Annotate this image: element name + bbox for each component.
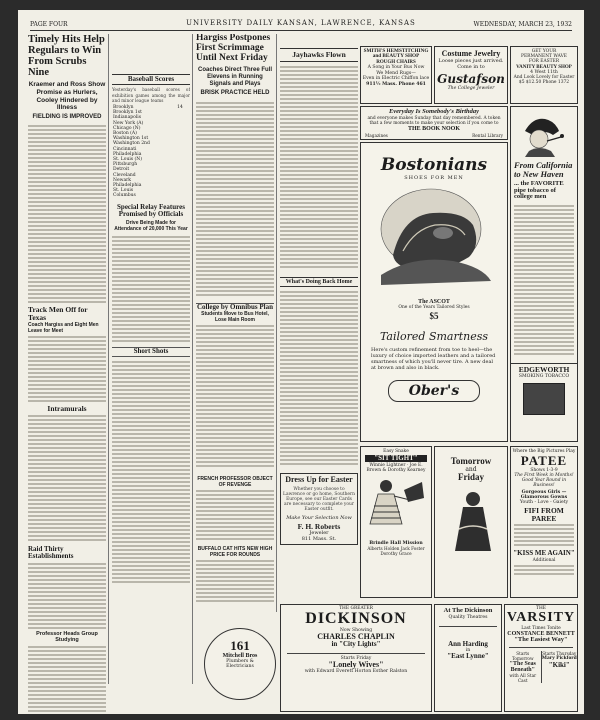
vanity-ad xyxy=(510,46,578,104)
bostonians-tagline: SHOES FOR MEN xyxy=(404,175,464,181)
edgeworth-brand: EDGEWORTH xyxy=(511,363,577,374)
baseball-cell-team: Pittsburgh xyxy=(113,162,138,168)
article-body xyxy=(196,488,274,543)
patee-days-ad xyxy=(434,446,508,598)
article-body xyxy=(28,123,106,303)
edgeworth-ad xyxy=(510,106,578,442)
newspaper-page xyxy=(18,10,584,714)
column-rule xyxy=(276,34,277,612)
jayhawks-title: Jayhawks Flown xyxy=(280,48,358,62)
baseball-cell-team: Detroit xyxy=(113,167,130,173)
varsity-sub: Last Times Tonite xyxy=(521,625,561,631)
model-price: $5 xyxy=(429,311,439,322)
sit-tight-top: Easy Snake xyxy=(383,449,409,454)
baseball-cell-team: Indianapolis xyxy=(113,115,142,121)
vanity-phone: Phone 1372 xyxy=(542,80,570,86)
sit-tight-cast: Winnie Lightner · Joe E. Brown & Dorothy Kearney xyxy=(366,463,426,474)
chaplin-name: CHARLES CHAPLIN xyxy=(317,631,395,641)
sit-tight-ad xyxy=(360,446,432,598)
patee-ad xyxy=(510,446,578,598)
vanity-address: 4 West 11th xyxy=(530,70,558,76)
baseball-table xyxy=(112,105,190,199)
column-rule xyxy=(108,34,109,684)
lonely-cast: with Edward Everett Horton Esther Ralston xyxy=(304,668,408,674)
kiki-block xyxy=(542,651,578,684)
patee-tag1: The First Week in Months! xyxy=(514,472,574,478)
additional-label: Additional xyxy=(532,557,556,563)
starts-friday: Starts Friday xyxy=(340,655,372,661)
friday-label: Friday xyxy=(458,472,484,483)
tomorrow-label: Tomorrow xyxy=(450,456,492,466)
book-nook-name: THE BOOK NOOK xyxy=(407,125,460,132)
baseball-cell-team: St. Louis (N) xyxy=(113,156,142,162)
mitchell-sub: Plumbers & Electricians xyxy=(226,658,254,669)
gustafson-logo: Gustafson xyxy=(437,72,505,87)
smiths-line1: A Song in Your Bus Now xyxy=(367,65,425,71)
baseball-cell-team: St. Louis xyxy=(113,188,134,194)
baseball-cell-team: Cincinnati xyxy=(113,146,137,152)
mitchell-name: Mitchell Bros xyxy=(222,652,258,659)
patee-title: PATEE xyxy=(520,453,568,468)
ann-harding: Ann Harding xyxy=(448,639,488,648)
mitchell-bros-ad xyxy=(204,628,276,700)
starts-tomorrow: Starts Tomorrow xyxy=(511,650,534,661)
roberts-ad xyxy=(280,473,358,545)
book-nook-right: Rental Library xyxy=(472,133,503,138)
model-name: The ASCOT xyxy=(418,299,450,305)
baseball-cell-team: Cleveland xyxy=(113,172,136,178)
phone-number: 161 xyxy=(230,638,250,653)
baseball-cell-team: Washington 1st xyxy=(113,136,149,142)
patee-desc: Gorgeous Girls — Glamorous Gowns xyxy=(520,489,568,500)
dickinson-ad xyxy=(280,604,432,712)
article-body xyxy=(28,334,106,402)
patee-top: Where the Big Pictures Play xyxy=(512,449,576,454)
article-body xyxy=(28,561,106,631)
vanity-intro: GET YOUR PERMANENT WAVE FOR EASTER xyxy=(521,49,567,64)
gustafson-ad xyxy=(434,46,508,104)
starts-thursday: Starts Thursday xyxy=(542,650,577,656)
vanity-price: $5 $12.50 xyxy=(518,80,542,86)
baseball-cell-team: Philadelphia xyxy=(113,183,142,188)
headline-college-omnibus: College by Omnibus Plan xyxy=(196,302,274,311)
baseball-cell-e xyxy=(187,193,190,198)
kiki-title: "Kiki" xyxy=(548,660,570,669)
obers-logo: Ober's xyxy=(388,380,480,402)
seas-beneath: "The Seas Beneath" xyxy=(509,660,536,674)
book-nook-left: Magazines xyxy=(365,133,388,138)
bostonians-body: Here's custom refinement from toe to heel—the luxury of choice imported leathers and a tailored smartness of which you'll never tire. A new deal at brown and also in black. xyxy=(371,346,496,372)
headline-hargiss: Hargiss Postpones First Scrimmage Until Next Friday xyxy=(196,34,271,63)
man-illustration xyxy=(515,111,573,157)
subhead-college: Students Move to Bus Hotel, Lose Main Room xyxy=(201,311,269,323)
edgeworth-tag: ... the FAVORITE pipe tobacco of college men xyxy=(514,179,564,201)
headline-french: FRENCH PROFESSOR OBJECT OF REVENGE xyxy=(197,476,273,488)
headline-buffalo: BUFFALO CAT HITS NEW HIGH PRICE FOR ROUNDS xyxy=(197,546,273,558)
dancer-illustration xyxy=(364,476,428,538)
lonely-wives: "Lonely Wives" xyxy=(328,659,384,669)
column-sports-left xyxy=(28,34,106,714)
edgeworth-brand-sub: SMOKING TOBACCO xyxy=(518,374,570,380)
dress-sub: Make Your Selection Now xyxy=(286,514,352,521)
dickinson-now: Now Showing xyxy=(339,627,373,633)
patee-shows: Shows 1-3-9 xyxy=(530,467,558,473)
baseball-title: Baseball Scores xyxy=(127,75,175,83)
dickinson-title: DICKINSON xyxy=(305,610,407,627)
brindle-name: Brindle Hall Mission xyxy=(369,541,423,547)
smiths-line2: We Mend Rugs— xyxy=(376,70,416,76)
seas-cast: with All Star Cast xyxy=(509,673,537,684)
baseball-row xyxy=(112,193,190,198)
patee-desc2: Youth - Love - Gaiety xyxy=(519,499,569,505)
headline-timely-hits: Timely Hits Help Regulars to Win From Scrubs Nine xyxy=(28,34,105,79)
baseball-cell-r: 14 xyxy=(177,104,183,110)
patee-body xyxy=(511,522,577,550)
roberts-name: F. H. Roberts xyxy=(297,521,341,531)
smiths-ad xyxy=(360,46,432,104)
column-baseball xyxy=(112,34,190,589)
dancer-names: Alberts Holden Jack Foster Dorothy Grace xyxy=(367,546,425,557)
baseball-cell-team: Brooklyn xyxy=(113,104,134,110)
roberts-address: 811 Mass. St. xyxy=(301,536,337,543)
subhead-fielding: FIELDING IS IMPROVED xyxy=(32,114,102,121)
whats-doing-title: What's Doing Back Home xyxy=(280,277,358,287)
chaplin-film: in "City Lights" xyxy=(331,640,381,649)
article-body xyxy=(196,323,274,473)
smiths-sub: ROUGH CHAIRS xyxy=(376,59,416,65)
column-football xyxy=(196,34,274,608)
fifi-title: FIFI FROM PAREE xyxy=(524,505,564,523)
shoe-illustration xyxy=(373,185,495,295)
article-body xyxy=(196,558,274,608)
bostonians-ad xyxy=(360,142,508,442)
smiths-address: 911½ Mass. Phone 461 xyxy=(366,81,426,87)
bostonians-logo: Bostonians xyxy=(380,155,488,175)
from-california: From California to New Haven xyxy=(514,160,573,179)
headline-intramurals: Intramurals xyxy=(47,404,87,414)
dickinson-mid-ad: At The Dickinson Quality Theatres Ann Harding in "East Lynne" xyxy=(434,604,502,712)
at-dickinson: At The Dickinson xyxy=(443,607,493,614)
kiss-me-again: "KISS ME AGAIN" xyxy=(513,549,575,558)
baseball-cell-team: Newark xyxy=(113,177,132,183)
dickinson-top: THE GREATER xyxy=(339,606,373,611)
smiths-title: SMITH'S HEMSTITCHING and BEAUTY SHOP xyxy=(363,48,429,60)
article-body xyxy=(28,644,106,714)
patee-tag2: Good Year Round in Business! xyxy=(521,477,567,488)
and-label: and xyxy=(465,466,477,474)
article-body xyxy=(196,100,274,300)
baseball-cell-team: New York (A) xyxy=(113,120,144,126)
model-sub: One of the Years Tailored Styles xyxy=(398,305,470,311)
dress-up-title: Dress Up for Easter xyxy=(285,475,353,485)
tailored-smartness: Tailored Smartness xyxy=(379,329,489,343)
baseball-cell-team: Chicago (N) xyxy=(113,125,141,131)
birthday-title: Everyday Is Somebody's Birthday xyxy=(388,108,480,115)
short-shots-title: Short Shots xyxy=(112,347,190,356)
column-rule xyxy=(192,34,193,684)
vanity-name: VANITY BEAUTY SHOP xyxy=(516,65,572,70)
subhead-special-relay: Drive Being Made for Attendance of 20,000 This Year xyxy=(114,220,188,233)
article-body xyxy=(112,234,190,344)
seas-block xyxy=(505,651,542,684)
sit-tight-title: "SIT TIGHT" xyxy=(365,455,427,462)
page-label: PAGE FOUR xyxy=(30,21,68,28)
varsity-title: VARSITY xyxy=(506,610,576,625)
subhead-professor: Professor Heads Group Studying xyxy=(36,630,98,644)
headline-raid: Raid Thirty Establishments xyxy=(28,545,74,561)
baseball-cell-team: Boston (A) xyxy=(113,130,137,136)
issue-date: WEDNESDAY, MARCH 23, 1932 xyxy=(473,21,572,28)
mary-pickford: Mary Pickford xyxy=(541,654,577,661)
subhead-track: Coach Hargiss and Eight Men Leave for Meet xyxy=(28,322,99,335)
birthday-body: and everyone makes Sunday that day remembered. A token that a few moments to make your selection if you come to xyxy=(367,115,501,126)
costume-title: Costume Jewelry xyxy=(441,49,501,58)
column-jayhawks xyxy=(280,34,358,545)
woman-illustration xyxy=(439,489,503,559)
baseball-cell-team: Philadelphia xyxy=(113,151,142,157)
tobacco-tin-icon xyxy=(523,383,565,415)
baseball-scores-box xyxy=(112,74,190,85)
paper-title: UNIVERSITY DAILY KANSAN, LAWRENCE, KANSAS xyxy=(186,19,416,27)
quality-theatres: Quality Theatres xyxy=(448,614,488,620)
article-body xyxy=(28,413,106,543)
vanity-note: And Look Lovely for Easter xyxy=(513,75,575,81)
baseball-intro: Yesterday's baseball scores of exhibition games among the major and minor league teams xyxy=(112,87,190,103)
baseball-cell-team: Washington 2nd xyxy=(113,141,150,147)
constance-bennett: CONSTANCE BENNETT xyxy=(507,630,575,637)
costume-body: Loose pieces just arrived. Come in to xyxy=(438,58,504,71)
article-body xyxy=(280,64,358,274)
east-lynne: "East Lynne" xyxy=(447,652,489,661)
baseball-cell-team: Brooklyn 1st xyxy=(113,110,142,116)
baseball-cell-team: Columbus xyxy=(113,193,136,199)
roberts-role: Jeweler xyxy=(309,530,329,537)
easiest-way: "The Easiest Way" xyxy=(514,635,568,643)
page-header xyxy=(30,18,572,31)
subhead-kraemer: Kraemer and Ross Show Promise as Hurlers, Cooley Hindered by Illness xyxy=(28,81,106,112)
article-body xyxy=(112,359,190,589)
headline-track-men: Track Men Off for Texas xyxy=(28,305,88,323)
baseball-cell-r xyxy=(172,193,184,198)
article-body xyxy=(280,289,358,469)
headline-special-relay: Special Relay Features Promised by Officials xyxy=(117,202,185,218)
varsity-top: THE xyxy=(536,606,546,611)
gustafson-sub: The College Jeweler xyxy=(447,86,495,92)
book-nook-ad xyxy=(360,106,508,140)
subhead-coaches: Coaches Direct Three Full Elevens in Running Signals and Plays xyxy=(197,66,273,88)
subhead-brisk: BRISK PRACTICE HELD xyxy=(200,90,270,97)
varsity-ad xyxy=(504,604,578,712)
smiths-line3: Even in Electric Chiffon lace xyxy=(362,76,430,82)
dress-body: Whether you choose to Lawrence or go home, Southern Europe, see our Easter Cards are necessary to complete your Easter outfit. xyxy=(283,486,355,513)
edgeworth-body xyxy=(511,203,577,363)
